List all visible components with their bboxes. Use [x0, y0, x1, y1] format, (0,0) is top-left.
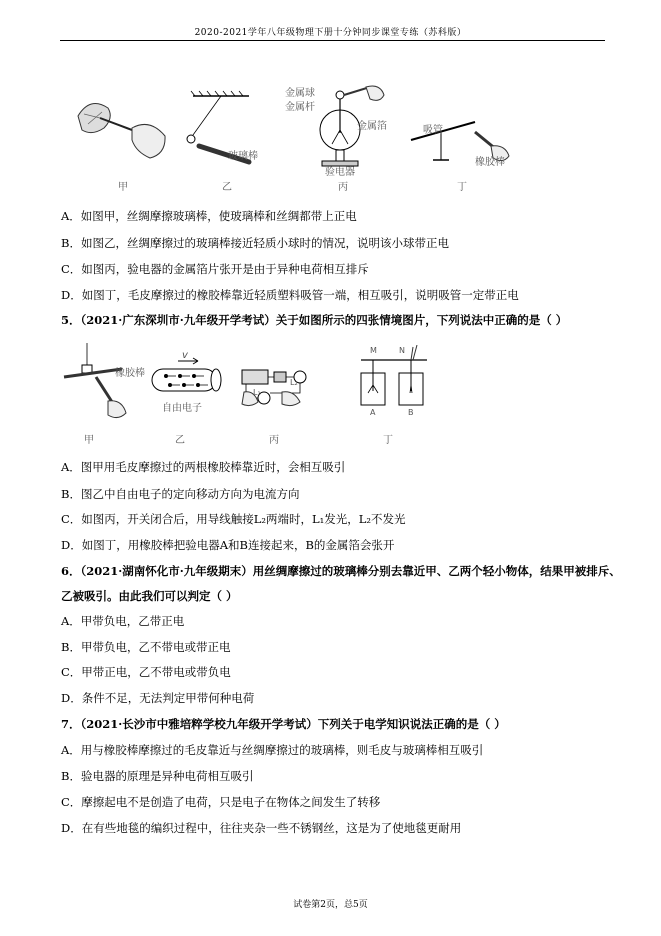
caption-bing-2: 丙 — [269, 435, 279, 446]
figure-jia-silk-glass — [70, 88, 180, 168]
q6-option-d: D．条件不足，无法判定甲带何种电荷 — [61, 691, 255, 705]
caption-jia-2: 甲 — [84, 435, 94, 446]
q6-option-b: B．甲带负电，乙不带电或带正电 — [61, 640, 231, 654]
label-rubber-rod-2: 橡胶棒 — [115, 368, 145, 379]
label-lamp2: L₂ — [290, 378, 298, 387]
q7-option-a: A．用与橡胶棒摩擦过的毛皮靠近与丝绸摩擦过的玻璃棒，则毛皮与玻璃棒相互吸引 — [61, 743, 484, 757]
q6-stem-line1: 6．（2021·湖南怀化市·九年级期末）用丝绸摩擦过的玻璃棒分别去靠近甲、乙两个轻小物体，结果甲被排斥、 — [61, 564, 621, 578]
q5-option-d: D．如图丁，用橡胶棒把验电器A和B连接起来，B的金属箔会张开 — [61, 538, 395, 552]
caption-yi-1: 乙 — [222, 182, 232, 193]
caption-ding-1: 丁 — [457, 182, 467, 193]
label-straw: 吸管 — [423, 125, 443, 136]
caption-yi-2: 乙 — [175, 435, 185, 446]
page-footer: 试卷第2页，总5页 — [293, 900, 368, 910]
q6-option-c: C．甲带正电，乙不带电或带负电 — [61, 665, 231, 679]
page-header: 2020-2021学年八年级物理下册十分钟同步课堂专练（苏科版） — [194, 28, 467, 38]
label-metal-foil: 金属箔 — [357, 121, 387, 132]
label-box-b: B — [408, 408, 414, 417]
label-velocity: v — [182, 350, 188, 361]
header-rule — [60, 40, 605, 41]
q7-option-d: D．在有些地毯的编织过程中，往往夹杂一些不锈钢丝，这是为了使地毯更耐用 — [61, 821, 462, 835]
q4-option-a: A．如图甲，丝绸摩擦玻璃棒，使玻璃棒和丝绸都带上正电 — [61, 209, 357, 223]
caption-bing-1: 丙 — [338, 182, 348, 193]
q5-option-a: A．图甲用毛皮摩擦过的两根橡胶棒靠近时，会相互吸引 — [61, 460, 346, 474]
q6-stem-line2: 乙被吸引。由此我们可以判定（ ） — [61, 589, 238, 603]
label-lamp1: L₁ — [253, 388, 261, 397]
label-terminal-m: M — [370, 346, 377, 355]
q6-option-a: A．甲带负电，乙带正电 — [61, 614, 185, 628]
q7-option-b: B．验电器的原理是异种电荷相互吸引 — [61, 769, 254, 783]
label-electroscope: 验电器 — [325, 167, 355, 178]
q5-option-c: C．如图丙，开关闭合后，用导线触接L₂两端时，L₁发光，L₂不发光 — [61, 512, 406, 526]
figure-bing-circuit — [238, 362, 318, 410]
label-box-a: A — [370, 408, 376, 417]
label-metal-ball: 金属球 — [285, 88, 315, 99]
figure-jia-rubber-rods — [62, 343, 142, 423]
caption-ding-2: 丁 — [383, 435, 393, 446]
q4-option-c: C．如图丙，验电器的金属箔片张开是由于异种电荷相互排斥 — [61, 262, 369, 276]
label-metal-rod: 金属杆 — [285, 102, 315, 113]
q5-option-b: B．图乙中自由电子的定向移动方向为电流方向 — [61, 487, 300, 501]
label-free-electron: 自由电子 — [162, 403, 202, 414]
q7-stem: 7．（2021·长沙市中雅培粹学校九年级开学考试）下列关于电学知识说法正确的是（ ） — [61, 717, 506, 731]
q4-option-b: B．如图乙，丝绸摩擦过的玻璃棒接近轻质小球时的情况，说明该小球带正电 — [61, 236, 449, 250]
figure-ding-two-electroscopes — [355, 345, 435, 425]
label-glass-rod: 玻璃棒 — [228, 151, 258, 162]
q4-option-d: D．如图丁，毛皮摩擦过的橡胶棒靠近轻质塑料吸管一端，相互吸引，说明吸管一定带正电 — [61, 288, 519, 302]
caption-jia-1: 甲 — [118, 182, 128, 193]
q5-stem: 5．（2021·广东深圳市·九年级开学考试）关于如图所示的四张情境图片，下列说法中正确的是（ ） — [61, 313, 568, 327]
figure-yi-conductor — [148, 355, 228, 395]
label-rubber-rod-1: 橡胶棒 — [475, 157, 505, 168]
q7-option-c: C．摩擦起电不是创造了电荷，只是电子在物体之间发生了转移 — [61, 795, 381, 809]
label-terminal-n: N — [399, 346, 405, 355]
